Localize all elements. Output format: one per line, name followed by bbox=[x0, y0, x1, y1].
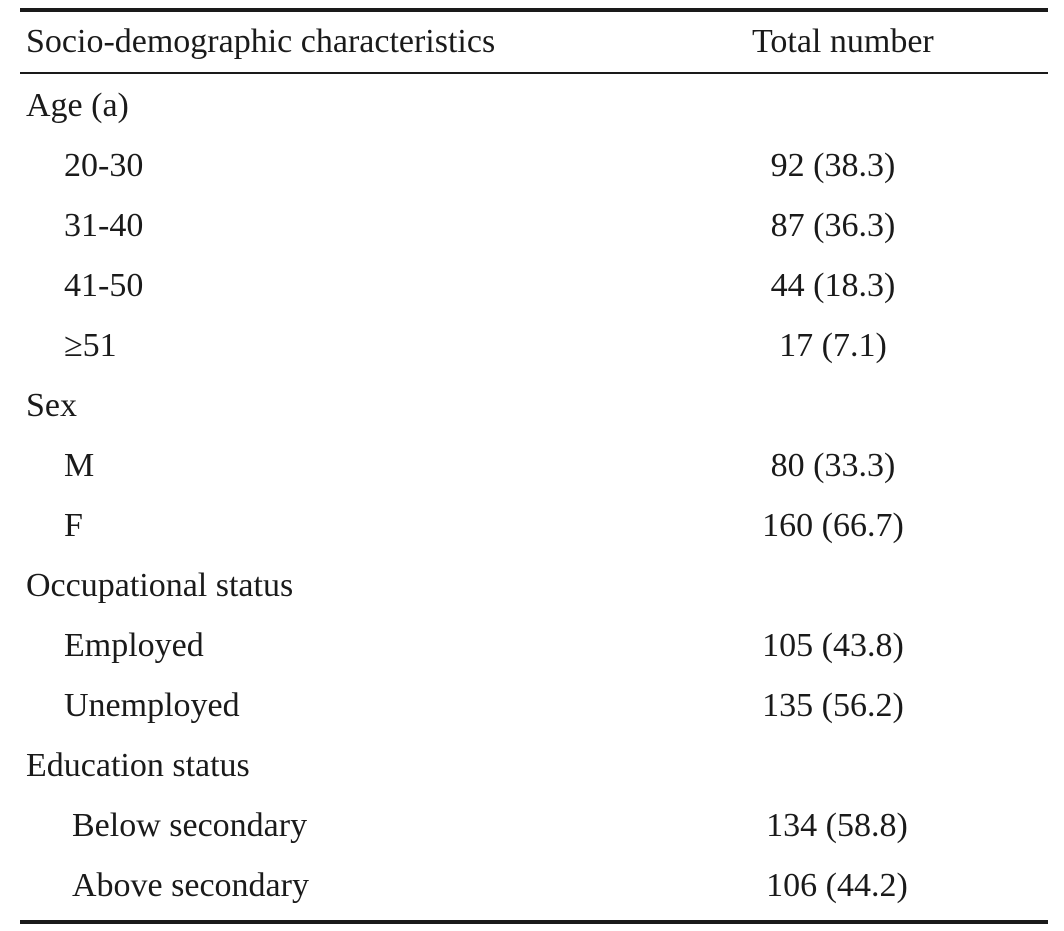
table-row bbox=[20, 796, 1048, 856]
row-label: 31-40 bbox=[64, 207, 144, 244]
row-label: F bbox=[64, 507, 83, 544]
table-bottom-rule bbox=[20, 920, 1048, 924]
header-characteristics: Socio-demographic characteristics bbox=[26, 23, 496, 60]
category-row-education-status bbox=[20, 736, 1048, 796]
category-row-age bbox=[20, 76, 1048, 136]
row-label: M bbox=[64, 447, 95, 484]
row-value: 105 (43.8) bbox=[762, 627, 904, 664]
category-row-sex bbox=[20, 376, 1048, 436]
table-row bbox=[20, 856, 1048, 916]
demographics-table bbox=[20, 8, 1048, 924]
table-row bbox=[20, 436, 1048, 496]
category-row-occupational-status bbox=[20, 556, 1048, 616]
row-value: 160 (66.7) bbox=[762, 507, 904, 544]
header-total-number: Total number bbox=[752, 23, 934, 60]
row-label: 41-50 bbox=[64, 267, 144, 304]
row-label: Above secondary bbox=[72, 867, 309, 904]
row-label: ≥51 bbox=[64, 327, 117, 364]
row-value: 92 (38.3) bbox=[770, 147, 896, 184]
table-row bbox=[20, 256, 1048, 316]
row-label: Employed bbox=[64, 627, 204, 664]
row-value: 44 (18.3) bbox=[770, 267, 896, 304]
table-row bbox=[20, 676, 1048, 736]
table-row bbox=[20, 316, 1048, 376]
row-value: 134 (58.8) bbox=[766, 807, 908, 844]
row-value: 87 (36.3) bbox=[770, 207, 896, 244]
table-row bbox=[20, 496, 1048, 556]
category-label: Sex bbox=[26, 387, 77, 424]
row-value: 80 (33.3) bbox=[770, 447, 896, 484]
category-label: Occupational status bbox=[26, 567, 294, 604]
row-value: 106 (44.2) bbox=[766, 867, 908, 904]
category-label: Age (a) bbox=[26, 87, 129, 124]
row-label: 20-30 bbox=[64, 147, 144, 184]
row-value: 17 (7.1) bbox=[779, 327, 887, 364]
table-body bbox=[20, 74, 1048, 920]
table-row bbox=[20, 136, 1048, 196]
category-label: Education status bbox=[26, 747, 250, 784]
table-row bbox=[20, 196, 1048, 256]
row-label: Below secondary bbox=[72, 807, 308, 844]
row-label: Unemployed bbox=[64, 687, 240, 724]
table-row bbox=[20, 616, 1048, 676]
row-value: 135 (56.2) bbox=[762, 687, 904, 724]
table-header-row bbox=[20, 12, 1048, 72]
